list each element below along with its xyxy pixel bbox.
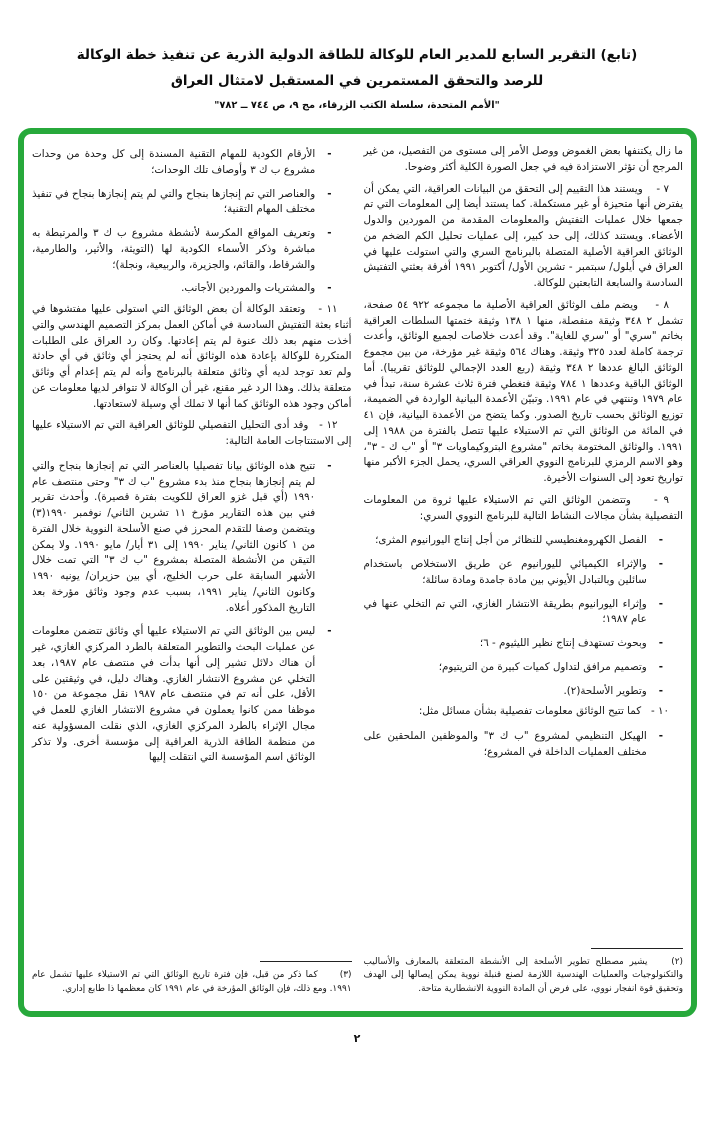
list-item [32, 147, 352, 179]
list-item [32, 281, 352, 297]
list-item [32, 624, 352, 766]
footnote-divider [260, 961, 352, 962]
footnote-3 [32, 969, 352, 997]
page-title-line2: للرصد والتحقق المستمرين في المستقبل لامتثال العراق [170, 73, 544, 90]
bullet-dash-icon: - [327, 282, 332, 295]
list-item [364, 684, 684, 700]
list-item [32, 226, 352, 273]
two-column-body [32, 144, 683, 1003]
paragraph-12: ١٢ - وقد أدى التحليل التفصيلي للوثائق العراقية التي تم الاستيلاء عليها إلى الاستنتاجات العامة التالية: [32, 419, 352, 447]
list-item [32, 187, 352, 219]
bullet-dash-icon: - [327, 227, 332, 239]
document-header [0, 0, 714, 111]
footnote-marker: (٢) [671, 956, 683, 967]
list-item [364, 533, 684, 549]
bullet-dash-icon: - [658, 637, 663, 649]
list-item [364, 636, 684, 652]
list-item-text: الفصل الكهرومغنطيسي للنظائر من أجل إنتاج اليورانيوم المثرى؛ [375, 534, 647, 547]
page-number: ٢ [353, 1032, 361, 1045]
bullet-dash-icon: - [327, 459, 332, 472]
bullet-dash-icon: - [658, 534, 663, 547]
list-item-text: الهيكل التنظيمي لمشروع "ب ك ٣" والموظفين الملحقين على مختلف العمليات الداخلة في المشروع؛ [363, 730, 647, 758]
footnote-marker: (٣) [339, 970, 352, 981]
list-item-text: وتعريف المواقع المكرسة لأنشطة مشروع ب ك ٣ والمرتبطة به مباشرة وذكر الأسماء الكودية لها (التويثة، والأثير، والطارمية، والشرقاط، والقائم، والجزيرة، والربيعية، ونجلة)؛ [32, 227, 316, 271]
list-item-text: وتصميم مرافق لتداول كميات كبيرة من التريتيوم؛ [438, 660, 647, 673]
list-item-text: تتيح هذه الوثائق بيانا تفصيليا بالعناصر التي تم إنجازها بنجاح والتي لم يتم إنجازها بنجاح منذ بدء مشروع "ب ك ٣" وحتى منتصف عام ١٩٩٠ (أي قبل غزو العراق للكويت بفترة قصيرة). وأحدث تقرير فني بين هذه التقارير مؤرخ ١١ تشرين الثاني/ نوفمبر ١٩٩٠(٣) ويتضمن وصفا للتقدم المحرز في صنع الأسلحة النووية خلال الفترة من ١ كانون الثاني/ يناير ١٩٩٠ إلى ٣١ أيار/ مايو ١٩٩٠. ولا يمكن التيقن من الأنشطة المتصلة بمشروع "ب ك ٣" التي تمت خلال الأشهر السابقة على حرب الخليج، أي بين حزيران/ يونيه ١٩٩٠ وكانون الثاني/ يناير ١٩٩١، بسبب عدم وجود وثائق مؤرخة بعد التاريخ المذكور أعلاه. [32, 459, 316, 614]
footnote-text: كما ذكر من قبل، فإن فترة تاريخ الوثائق التي تم الاستيلاء عليها تشمل عام ١٩٩١. ومع ذلك، فإن الوثائق المؤرخة في عام ١٩٩١ كان معظمها ذا طابع إداري. [32, 970, 352, 995]
column-right [364, 144, 684, 1003]
list-item [364, 729, 684, 761]
list-item-text: وإثراء اليورانيوم بطريقة الانتشار الغازي، التي تم التخلي عنها في عام ١٩٨٧؛ [363, 597, 647, 626]
footnote-text: يشير مصطلح تطوير الأسلحة إلى الأنشطة المتعلقة بالمعارف والأساليب والتكنولوجيات والعمليات الهندسية اللازمة لصنع قنبلة نووية يمكن إيصالها إلى الهدف وتحقيق قوة انفجار نووي، على فرض أن المادة النووية الانشطارية متاحة. [363, 956, 683, 995]
list-item [364, 597, 684, 629]
list-item-text: وتطوير الأسلحة(٢). [563, 684, 647, 697]
footnote-2 [364, 956, 684, 997]
list-item-text: وبحوث تستهدف إنتاج نظير الليثيوم - ٦؛ [479, 637, 647, 649]
column-left [32, 144, 352, 1003]
paragraph-10: ١٠ - كما تتيح الوثائق معلومات تفصيلية بشأن مسائل مثل: [418, 705, 669, 718]
paragraph-continuation: ما زال يكتنفها بعض الغموض ووصل الأمر إلى مستوى من التفصيل، من غير المرجح أن تؤثر الاستزادة فيه في جعل الصورة الكلية أكثر وضوحا. [363, 145, 683, 173]
list-item-text: والإثراء الكيميائي لليورانيوم عن طريق الاستخلاص باستخدام سائلين وبالتبادل الأيوني بين مادة جامدة ومادة سائلة؛ [363, 558, 647, 586]
bullet-dash-icon: - [658, 597, 663, 610]
bullet-dash-icon: - [658, 558, 663, 570]
paragraph-8: ٨ - ويضم ملف الوثائق العراقية الأصلية ما مجموعه ٩٢٢ ٥٤ صفحة، تشمل ٢ ٣٤٨ وثيقة منفصلة، منها ١ ١٣٨ وثيقة ختمتها السلطات العراقية بخاتم "سري" أو "سري للغاية". وقد أعدت خلاصات لجميع الوثائق، وأعدت ترجمة كاملة لعدد ٣٢٥ وثيقة. وهناك ٥٦٤ وثيقة غير مؤرخة، من بين مجموع الوثائق البالغ عددها ٢ ٣٤٨ وثيقة (ربع العدد الإجمالي للوثائق تقريبا). أما الوثائق الباقية وعددها ١ ٧٨٤ وثيقة فتغطي فترة ثلاث عشرة سنة، تبدأ في عام ١٩٧٩ وتنتهي في عام ١٩٩١. وتبيّن الأعمدة البيانية الواردة في الضميمة، توزيع الوثائق بحسب تاريخ الصدور. وكما يتضح من الأعمدة البيانية، فإن ٤١ في المائة من الوثائق التي تم الاستيلاء عليها تتصل بالفترة من ١٩٨٨ إلى ١٩٩١. والوثائق المختومة بخاتم "مشروع البتروكيماويات ٣" أو "ب ك - ٣"، وهو الاسم الرمزي للبرنامج النووي العراقي السري، يحمل الجزء الأكبر منها تواريخ تعود إلى السنوات الأخيرة. [363, 298, 683, 484]
list-item-text: والعناصر التي تم إنجازها بنجاح والتي لم يتم إنجازها بنجاح في تنفيذ مختلف المهام التقنية؛ [32, 187, 316, 216]
highlight-frame [18, 128, 697, 1017]
bullet-dash-icon: - [658, 684, 663, 697]
footnote-block [364, 948, 684, 1003]
bullet-dash-icon: - [327, 625, 332, 638]
page-title-line1: (تابع) التقرير السابع للمدير العام للوكالة للطاقة الدولية الذرية عن تنفيذ خطة الوكالة [76, 47, 638, 63]
list-item [364, 660, 684, 676]
footnote-divider [591, 948, 683, 949]
list-item-text: الأرقام الكودية للمهام التقنية المسندة إلى كل وحدة من وحدات مشروع ب ك ٣ وأوصاف تلك الوحدات؛ [32, 148, 316, 176]
list-item-text: والمشتريات والموردين الأجانب. [181, 282, 316, 295]
bullet-dash-icon: - [327, 187, 332, 200]
bullet-dash-icon: - [658, 730, 663, 742]
footnote-block [32, 961, 352, 1003]
bullet-dash-icon: - [327, 148, 332, 160]
paragraph-9: ٩ - وتتضمن الوثائق التي تم الاستيلاء عليها ثروة من المعلومات التفصيلية بشأن مجالات النشاط التالية للبرنامج النووي السري: [363, 493, 683, 522]
list-item [32, 459, 352, 617]
paragraph-7: ٧ - ويستند هذا التقييم إلى التحقق من البيانات العراقية، التي يمكن أن يفترض أنها متحيزة أو غير مستكملة. كما يستند أيضا إلى المعلومات التي تم جمعها خلال عمليات التفتيش والمعلومات المقدمة من الموردين والدول الأعضاء. ويستند كذلك، إلى حد كبير، إلى عمليات تحليل الكم الضخم من الوثائق العراقية الأصلية المتصلة بالبرنامج السري والتي استولت عليها في العراق في أيلول/ سبتمبر - تشرين الأول/ أكتوبر ١٩٩١ أفرقة بعثتي التفتيش السادسة والسابعة التابعتين للوكالة. [363, 182, 683, 289]
source-citation: "الأمم المتحدة، سلسلة الكتب الزرقاء، مج ٩، ص ٧٤٤ ــ ٧٨٢" [214, 99, 500, 111]
list-item-text: ليس بين الوثائق التي تم الاستيلاء عليها أي وثائق تتضمن معلومات عن عمليات البحث والتطوير المتعلقة بالطرد المركزي الغازي، غير أن هناك دلائل تشير إلى أنها بدأت في منتصف عام ١٩٨٧، بعد التخلي عن مشروع الانتشار الغازي. وهناك دليل، في وثيقتين على الأقل، على أنه تم في منتصف عام ١٩٨٧ نقل مجموعة من ١٥٠ موظفا ممن كانوا يعملون في مشروع الانتشار الغازي للعمل في مجال الإثراء بالطرد المركزي الغازي، الذي نقلت المسؤولية عنه من منظمة الطاقة الذرية العراقية إلى مؤسسة أخرى. ولا تذكر الوثائق اسم المؤسسة التي انتقلت إليها [32, 625, 316, 764]
bullet-dash-icon: - [658, 660, 663, 673]
paragraph-11: ١١ - وتعتقد الوكالة أن بعض الوثائق التي استولى عليها مفتشوها في أثناء بعثة التفتيش السادسة في أماكن العمل بمركز التصميم الهندسي والتي أخذت منهم بعد ذلك عنوة لم يتم إعادتها. وكان رد العراق على الطلبات المتكررة للوكالة بإعادة هذه الوثائق أنه لم يحتجز أي وثائق في أي حادثة ولم تعد توجد لديه أي وثائق متعلقة بالبرنامج وأنه لم يتم إعدام أي وثائق متعلقة بذلك. وهذا الرد غير مقنع، غير أن الوكالة لا تتوافر لديها معلومات عن أماكن وجود هذه الوثائق كما أنها لا تملك أي وسيلة لاستعادتها. [32, 303, 352, 410]
list-item [364, 557, 684, 589]
